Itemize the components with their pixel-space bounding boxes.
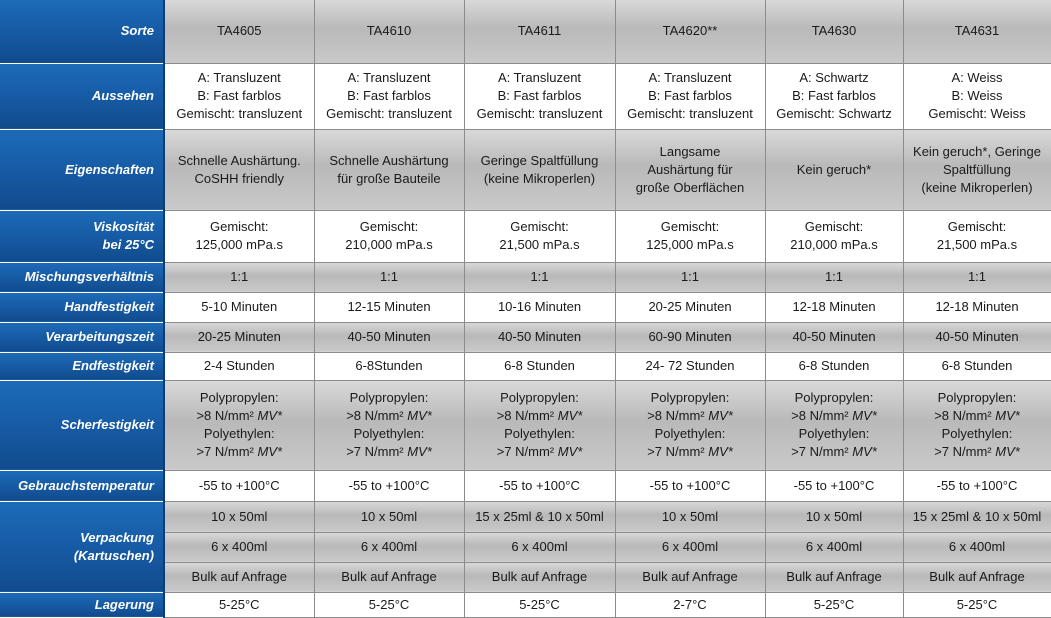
mv-note: MV* bbox=[407, 408, 432, 423]
handfestigkeit-cell: 12-18 Minuten bbox=[903, 292, 1051, 322]
mv-note: MV* bbox=[257, 408, 283, 423]
scherfestigkeit-cell bbox=[464, 380, 615, 470]
cell-line: 21,500 mPa.s bbox=[499, 237, 580, 252]
row-endfestigkeit bbox=[0, 352, 1051, 380]
aussehen-cell bbox=[903, 63, 1051, 129]
cell-line: Polypropylen: bbox=[349, 390, 429, 405]
row-label-endfestigkeit: Endfestigkeit bbox=[0, 352, 164, 380]
cell-line: Polypropylen: bbox=[794, 390, 874, 405]
cell-line: Polypropylen: bbox=[199, 390, 279, 405]
cell-line: B: Fast farblos bbox=[792, 88, 876, 103]
lagerung-cell: 5-25°C bbox=[464, 592, 615, 617]
verpackung-cell: 10 x 50ml bbox=[314, 501, 464, 532]
viskositaet-cell bbox=[464, 210, 615, 262]
cell-line: Gemischt: transluzent bbox=[326, 106, 452, 121]
product-name: TA4610 bbox=[314, 0, 464, 63]
verarbeitung-cell: 40-50 Minuten bbox=[464, 322, 615, 352]
cell-line: Gemischt: bbox=[359, 219, 419, 234]
aussehen-cell bbox=[164, 63, 314, 129]
scherfestigkeit-cell bbox=[903, 380, 1051, 470]
verarbeitung-cell: 40-50 Minuten bbox=[314, 322, 464, 352]
gebrauch-cell: -55 to +100°C bbox=[164, 470, 314, 501]
scherfestigkeit-cell bbox=[615, 380, 765, 470]
mv-note: MV* bbox=[557, 444, 583, 459]
row-label-sorte: Sorte bbox=[0, 0, 164, 63]
mischung-cell: 1:1 bbox=[314, 262, 464, 292]
cell-line: A: Weiss bbox=[951, 70, 1003, 85]
verpackung-cell: Bulk auf Anfrage bbox=[464, 562, 615, 592]
product-name: TA4605 bbox=[164, 0, 314, 63]
eigenschaften-cell bbox=[314, 129, 464, 210]
eigenschaften-cell bbox=[903, 129, 1051, 210]
cell-line: >8 N/mm² MV* bbox=[346, 408, 432, 423]
mv-note: MV* bbox=[852, 408, 877, 423]
mischung-cell: 1:1 bbox=[615, 262, 765, 292]
mv-note: MV* bbox=[995, 444, 1020, 459]
cell-line: Langsame bbox=[659, 143, 721, 159]
mv-note: MV* bbox=[708, 444, 733, 459]
gebrauch-cell: -55 to +100°C bbox=[464, 470, 615, 501]
cell-line: (keine Mikroperlen) bbox=[483, 170, 596, 186]
row-label-verpackung bbox=[0, 501, 164, 592]
cell-line: >8 N/mm² MV* bbox=[496, 408, 583, 423]
cell-line: Geringe Spaltfüllung bbox=[480, 152, 599, 168]
endfestigkeit-cell: 6-8 Stunden bbox=[903, 352, 1051, 380]
cell-line: Polypropylen: bbox=[650, 390, 730, 405]
verpackung-cell: 6 x 400ml bbox=[164, 532, 314, 562]
endfestigkeit-cell: 6-8Stunden bbox=[314, 352, 464, 380]
verpackung-cell: 10 x 50ml bbox=[765, 501, 903, 532]
lagerung-cell: 5-25°C bbox=[314, 592, 464, 617]
row-mischung bbox=[0, 262, 1051, 292]
cell-line: A: Transluzent bbox=[347, 70, 431, 85]
viskositaet-cell bbox=[903, 210, 1051, 262]
row-scherfestigkeit bbox=[0, 380, 1051, 470]
cell-line: >7 N/mm² MV* bbox=[647, 444, 733, 459]
row-label-eigenschaften: Eigenschaften bbox=[0, 129, 164, 210]
lagerung-cell: 5-25°C bbox=[903, 592, 1051, 617]
aussehen-cell bbox=[464, 63, 615, 129]
cell-line: Gemischt: transluzent bbox=[627, 106, 753, 121]
verpackung-cell: 10 x 50ml bbox=[615, 501, 765, 532]
verarbeitung-cell: 20-25 Minuten bbox=[164, 322, 314, 352]
mischung-cell: 1:1 bbox=[464, 262, 615, 292]
gebrauch-cell: -55 to +100°C bbox=[903, 470, 1051, 501]
gebrauch-cell: -55 to +100°C bbox=[314, 470, 464, 501]
cell-line: Polyethylen: bbox=[798, 426, 870, 441]
cell-line: Kein geruch* bbox=[796, 161, 872, 177]
cell-line: Kein geruch*, Geringe bbox=[913, 143, 1041, 159]
cell-line: Gemischt: bbox=[804, 219, 864, 234]
aussehen-cell bbox=[765, 63, 903, 129]
row-aussehen bbox=[0, 63, 1051, 129]
row-verarbeitung bbox=[0, 322, 1051, 352]
row-label-handfestigkeit: Handfestigkeit bbox=[0, 292, 164, 322]
eigenschaften-cell bbox=[765, 129, 903, 210]
handfestigkeit-cell: 10-16 Minuten bbox=[464, 292, 615, 322]
row-lagerung bbox=[0, 592, 1051, 617]
scherfestigkeit-cell bbox=[765, 380, 903, 470]
handfestigkeit-cell: 12-15 Minuten bbox=[314, 292, 464, 322]
cell-line: 125,000 mPa.s bbox=[195, 237, 283, 252]
gebrauch-cell: -55 to +100°C bbox=[615, 470, 765, 501]
product-name: TA4611 bbox=[464, 0, 615, 63]
viskositaet-cell bbox=[765, 210, 903, 262]
lagerung-cell: 5-25°C bbox=[164, 592, 314, 617]
endfestigkeit-cell: 6-8 Stunden bbox=[464, 352, 615, 380]
verpackung-cell: 10 x 50ml bbox=[164, 501, 314, 532]
row-label-mischung: Mischungsverhältnis bbox=[0, 262, 164, 292]
endfestigkeit-cell: 6-8 Stunden bbox=[765, 352, 903, 380]
cell-line: für große Bauteile bbox=[337, 170, 441, 186]
cell-line: Gemischt: transluzent bbox=[476, 106, 603, 121]
cell-line: Gemischt: bbox=[510, 219, 569, 234]
mv-note: MV* bbox=[257, 444, 283, 459]
mv-note: MV* bbox=[852, 444, 877, 459]
cell-line: Spaltfüllung bbox=[943, 161, 1011, 177]
product-name: TA4620** bbox=[615, 0, 765, 63]
verpackung-cell: Bulk auf Anfrage bbox=[765, 562, 903, 592]
cell-line: B: Fast farblos bbox=[197, 88, 282, 103]
cell-line: A: Transluzent bbox=[197, 70, 281, 85]
verpackung-cell: 6 x 400ml bbox=[615, 532, 765, 562]
cell-line: A: Transluzent bbox=[648, 70, 732, 85]
cell-line: 125,000 mPa.s bbox=[646, 237, 734, 252]
handfestigkeit-cell: 20-25 Minuten bbox=[615, 292, 765, 322]
mv-note: MV* bbox=[995, 408, 1020, 423]
verarbeitung-cell: 40-50 Minuten bbox=[903, 322, 1051, 352]
row-label-aussehen: Aussehen bbox=[0, 63, 164, 129]
mv-note: MV* bbox=[557, 408, 583, 423]
cell-line: 21,500 mPa.s bbox=[936, 237, 1018, 252]
lagerung-cell: 2-7°C bbox=[615, 592, 765, 617]
mischung-cell: 1:1 bbox=[164, 262, 314, 292]
verpackung-cell: 15 x 25ml & 10 x 50ml bbox=[903, 501, 1051, 532]
eigenschaften-cell bbox=[164, 129, 314, 210]
cell-line: Polypropylen: bbox=[937, 390, 1017, 405]
row-label-lagerung: Lagerung bbox=[0, 592, 164, 617]
row-label-verarbeitung: Verarbeitungszeit bbox=[0, 322, 164, 352]
eigenschaften-cell bbox=[464, 129, 615, 210]
aussehen-cell bbox=[615, 63, 765, 129]
viskositaet-cell bbox=[615, 210, 765, 262]
mv-note: MV* bbox=[708, 408, 733, 423]
verpackung-cell: Bulk auf Anfrage bbox=[615, 562, 765, 592]
mischung-cell: 1:1 bbox=[903, 262, 1051, 292]
cell-line: Gemischt: transluzent bbox=[176, 106, 303, 121]
cell-line: Polyethylen: bbox=[353, 426, 425, 441]
cell-line: >7 N/mm² MV* bbox=[196, 444, 283, 459]
cell-line: (keine Mikroperlen) bbox=[921, 179, 1033, 195]
cell-line: >7 N/mm² MV* bbox=[496, 444, 583, 459]
mv-note: MV* bbox=[407, 444, 432, 459]
lagerung-cell: 5-25°C bbox=[765, 592, 903, 617]
verpackung-cell: Bulk auf Anfrage bbox=[164, 562, 314, 592]
cell-line: >8 N/mm² MV* bbox=[196, 408, 283, 423]
mischung-cell: 1:1 bbox=[765, 262, 903, 292]
cell-line: Schnelle Aushärtung. bbox=[177, 152, 301, 168]
cell-line: A: Schwartz bbox=[799, 70, 869, 85]
cell-line: Aushärtung für bbox=[647, 161, 733, 177]
cell-line: >7 N/mm² MV* bbox=[346, 444, 432, 459]
cell-line: >8 N/mm² MV* bbox=[934, 408, 1020, 423]
viskositaet-cell bbox=[164, 210, 314, 262]
row-sorte bbox=[0, 0, 1051, 63]
scherfestigkeit-cell bbox=[314, 380, 464, 470]
cell-line: B: Fast farblos bbox=[497, 88, 582, 103]
verpackung-cell: 6 x 400ml bbox=[765, 532, 903, 562]
cell-line: große Oberflächen bbox=[635, 179, 745, 195]
row-label-line: Viskosität bbox=[93, 219, 154, 234]
row-eigenschaften bbox=[0, 129, 1051, 210]
cell-line: Gemischt: Weiss bbox=[928, 106, 1026, 121]
row-label-line: (Kartuschen) bbox=[73, 547, 154, 563]
endfestigkeit-cell: 24- 72 Stunden bbox=[615, 352, 765, 380]
cell-line: Polyethylen: bbox=[504, 426, 575, 441]
cell-line: A: Transluzent bbox=[497, 70, 582, 85]
handfestigkeit-cell: 5-10 Minuten bbox=[164, 292, 314, 322]
cell-line: B: Fast farblos bbox=[347, 88, 431, 103]
row-handfestigkeit bbox=[0, 292, 1051, 322]
handfestigkeit-cell: 12-18 Minuten bbox=[765, 292, 903, 322]
verpackung-cell: 6 x 400ml bbox=[903, 532, 1051, 562]
verpackung-cell: Bulk auf Anfrage bbox=[314, 562, 464, 592]
cell-line: Gemischt: bbox=[947, 219, 1007, 234]
row-label-line: bei 25°C bbox=[102, 237, 154, 252]
row-label-viskositaet bbox=[0, 210, 164, 262]
scherfestigkeit-cell bbox=[164, 380, 314, 470]
row-label-gebrauch: Gebrauchstemperatur bbox=[0, 470, 164, 501]
verarbeitung-cell: 60-90 Minuten bbox=[615, 322, 765, 352]
aussehen-cell bbox=[314, 63, 464, 129]
cell-line: >8 N/mm² MV* bbox=[647, 408, 733, 423]
cell-line: CoSHH friendly bbox=[194, 170, 285, 186]
row-verpackung-1 bbox=[0, 501, 1051, 532]
cell-line: B: Fast farblos bbox=[648, 88, 732, 103]
cell-line: Polyethylen: bbox=[203, 426, 275, 441]
cell-line: 210,000 mPa.s bbox=[790, 237, 878, 252]
row-label-scherfestigkeit: Scherfestigkeit bbox=[0, 380, 164, 470]
cell-line: Polyethylen: bbox=[941, 426, 1013, 441]
row-gebrauch bbox=[0, 470, 1051, 501]
verpackung-cell: Bulk auf Anfrage bbox=[903, 562, 1051, 592]
cell-line: B: Weiss bbox=[951, 88, 1003, 103]
cell-line: Polypropylen: bbox=[500, 390, 579, 405]
cell-line: >7 N/mm² MV* bbox=[934, 444, 1020, 459]
row-label-line: Verpackung bbox=[80, 529, 154, 545]
verpackung-cell: 15 x 25ml & 10 x 50ml bbox=[464, 501, 615, 532]
viskositaet-cell bbox=[314, 210, 464, 262]
cell-line: Schnelle Aushärtung bbox=[329, 152, 449, 168]
row-viskositaet bbox=[0, 210, 1051, 262]
cell-line: Gemischt: bbox=[660, 219, 720, 234]
cell-line: Gemischt: bbox=[209, 219, 269, 234]
cell-line: Polyethylen: bbox=[654, 426, 726, 441]
gebrauch-cell: -55 to +100°C bbox=[765, 470, 903, 501]
cell-line: Gemischt: Schwartz bbox=[776, 106, 892, 121]
cell-line: >8 N/mm² MV* bbox=[791, 408, 877, 423]
cell-line: >7 N/mm² MV* bbox=[791, 444, 877, 459]
eigenschaften-cell bbox=[615, 129, 765, 210]
verarbeitung-cell: 40-50 Minuten bbox=[765, 322, 903, 352]
product-name: TA4630 bbox=[765, 0, 903, 63]
product-name: TA4631 bbox=[903, 0, 1051, 63]
cell-line: 210,000 mPa.s bbox=[345, 237, 433, 252]
verpackung-cell: 6 x 400ml bbox=[464, 532, 615, 562]
endfestigkeit-cell: 2-4 Stunden bbox=[164, 352, 314, 380]
verpackung-cell: 6 x 400ml bbox=[314, 532, 464, 562]
